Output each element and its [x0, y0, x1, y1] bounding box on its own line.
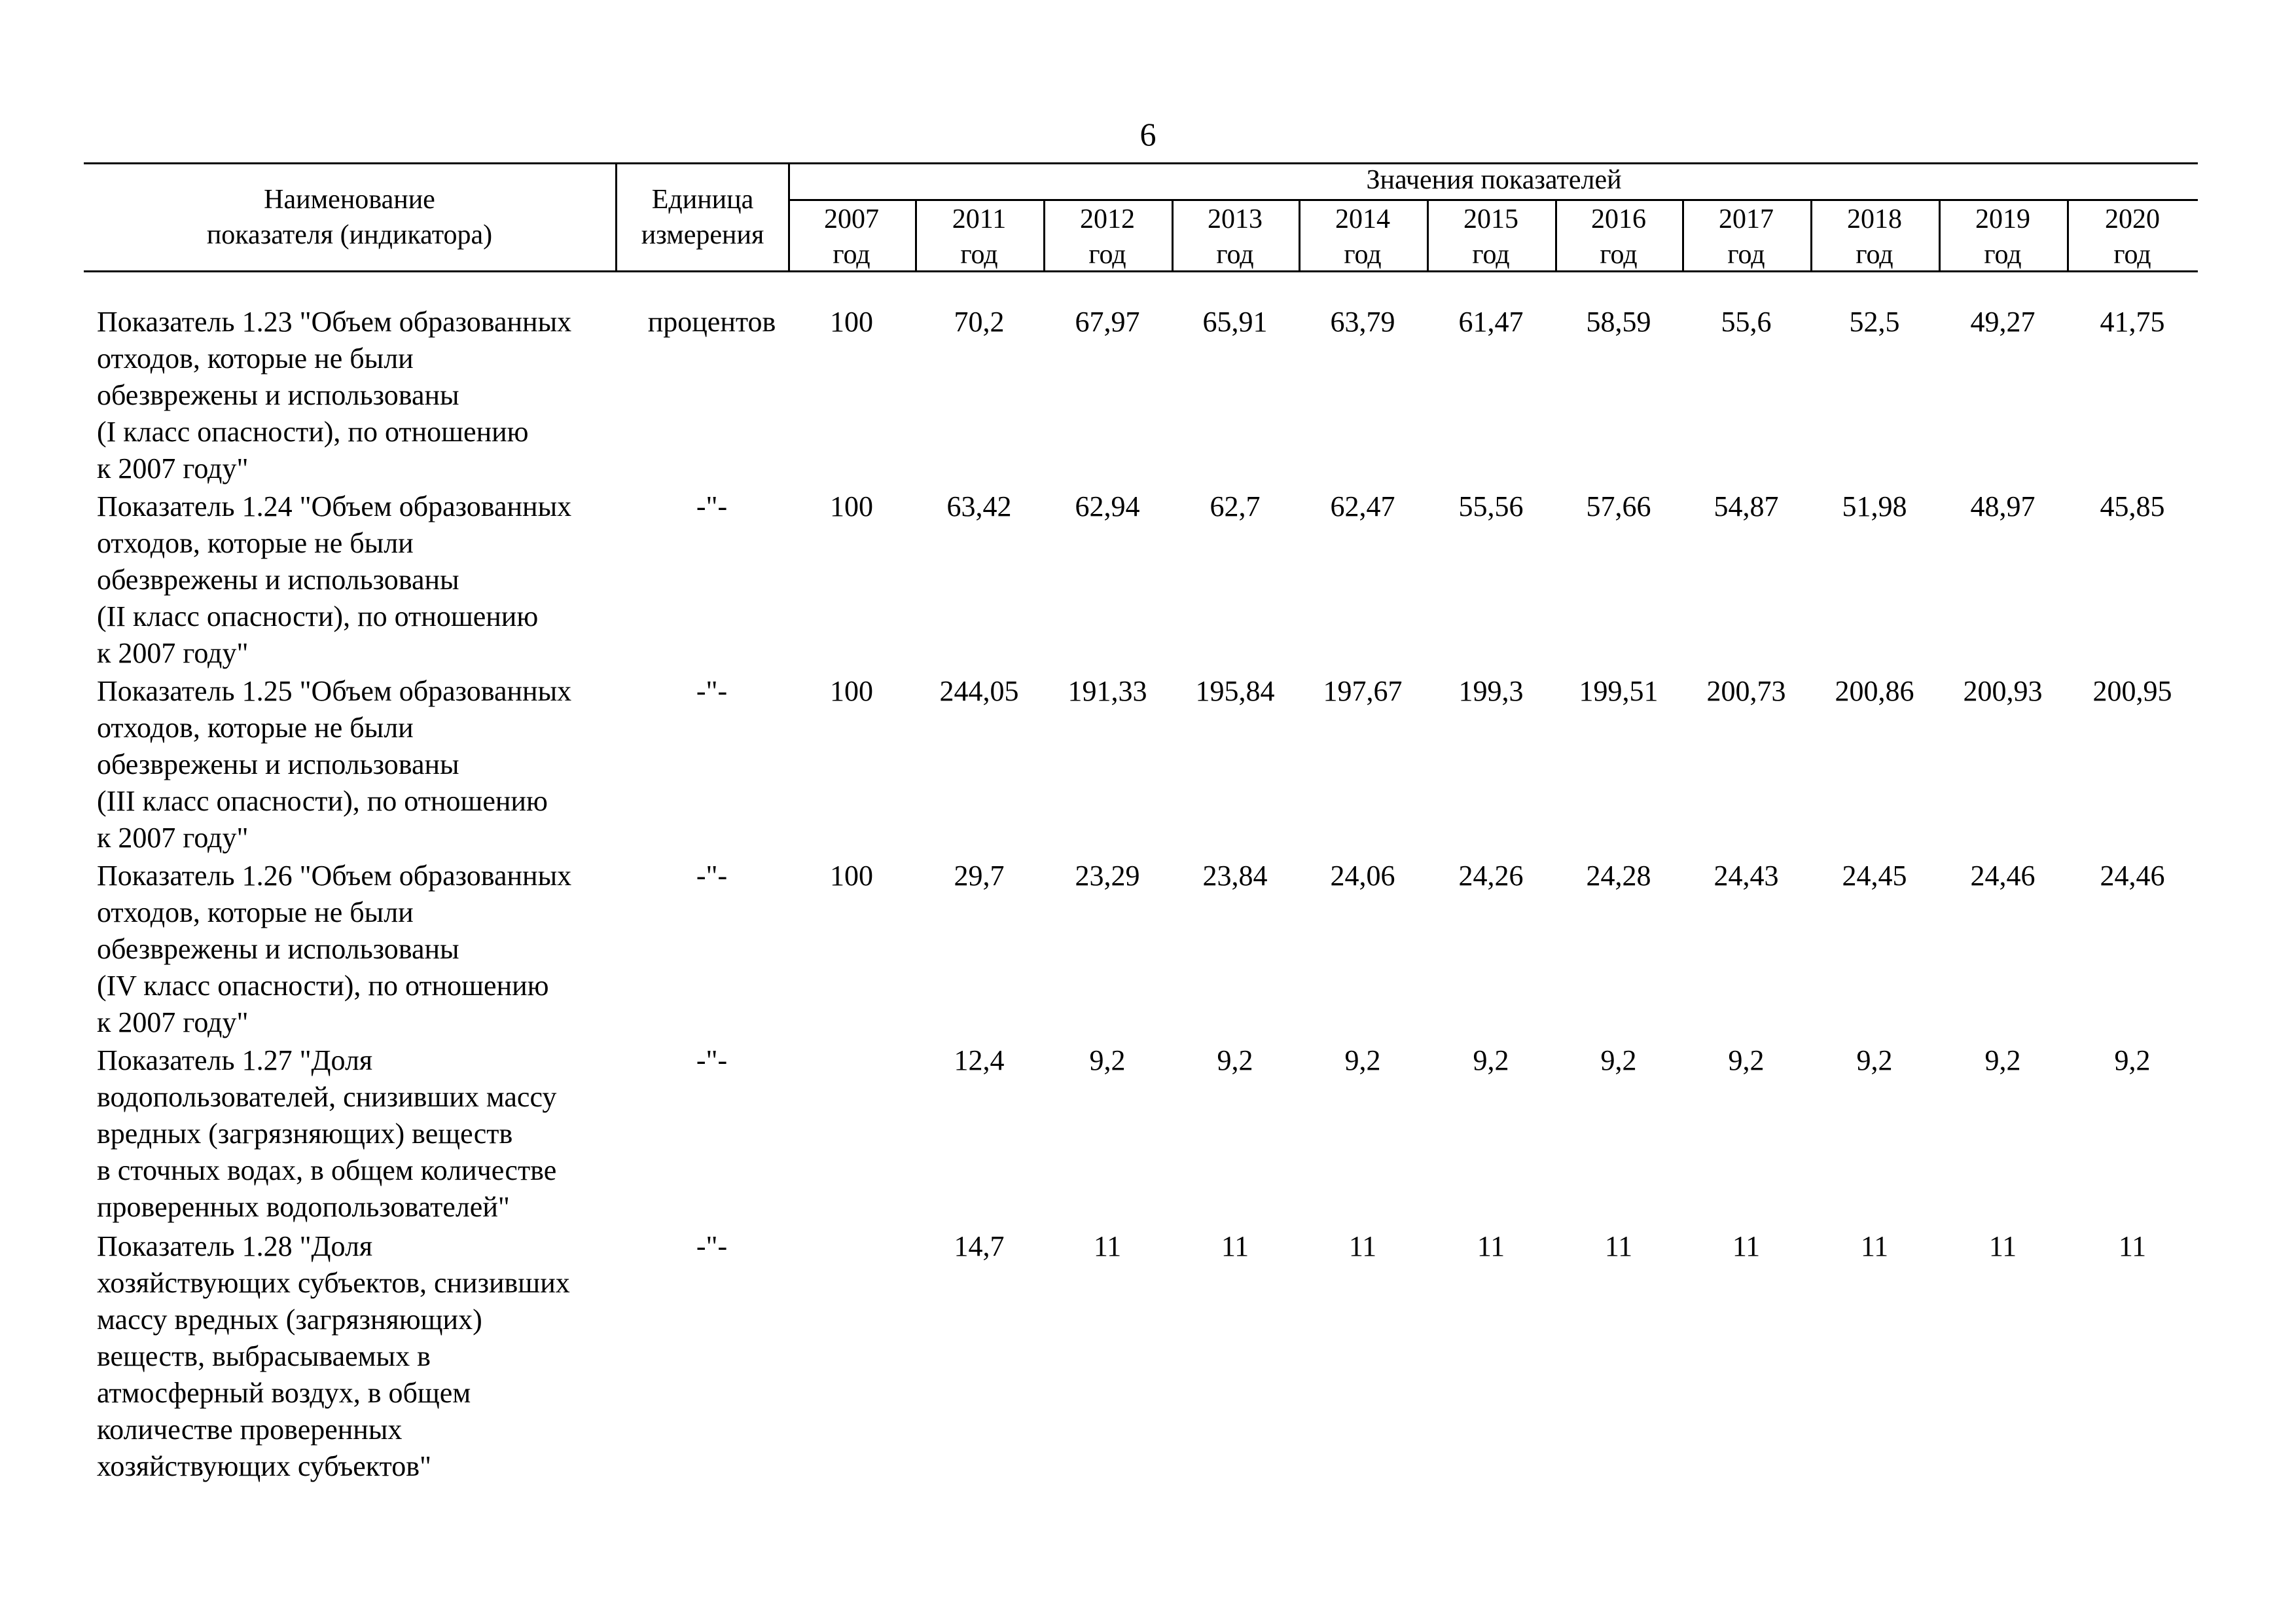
indicator-value-2015: 11	[1477, 1230, 1505, 1262]
indicator-value-2017: 200,73	[1706, 675, 1786, 707]
header-year-label: 2017	[1719, 204, 1774, 234]
indicator-value-2016: 57,66	[1586, 490, 1651, 522]
indicator-unit: -"-	[696, 1044, 728, 1076]
header-values-rule	[788, 199, 2198, 201]
page-number: 6	[1139, 116, 1157, 153]
indicator-value-2013: 65,91	[1202, 306, 1268, 338]
indicator-unit: -"-	[696, 1230, 728, 1262]
indicator-value-2007: 100	[830, 860, 873, 892]
header-year-label: 2015	[1463, 204, 1518, 234]
indicator-value-2012: 67,97	[1075, 306, 1140, 338]
header-year-2018	[1810, 202, 1939, 272]
indicator-name: Показатель 1.25 "Объем образованных отходов, которые не были обезврежены и использованы (III класс опасности), по отношению к 2007 году"	[97, 675, 572, 854]
header-year-label: 2012	[1080, 204, 1135, 234]
indicator-name: Показатель 1.27 "Доля водопользователей, снизивших массу вредных (загрязняющих) веществ в сточных водах, в общем количестве проверенных водопользователей"	[97, 1044, 557, 1223]
indicator-value-2007: 100	[830, 306, 873, 338]
indicator-value-2012: 11	[1093, 1230, 1122, 1262]
header-year-2013	[1172, 202, 1299, 272]
indicator-value-2015: 61,47	[1458, 306, 1524, 338]
header-year-label: 2013	[1208, 204, 1263, 234]
header-year-suffix: год	[1984, 240, 2022, 270]
indicator-value-2013: 9,2	[1217, 1044, 1253, 1076]
indicator-value-2019: 11	[1988, 1230, 2017, 1262]
indicator-value-2020: 45,85	[2100, 490, 2165, 522]
header-year-2017	[1682, 202, 1810, 272]
indicator-value-2011: 29,7	[954, 860, 1005, 892]
indicator-name: Показатель 1.23 "Объем образованных отходов, которые не были обезврежены и использованы (I класс опасности), по отношению к 2007 году"	[97, 306, 572, 484]
header-year-suffix: год	[1216, 240, 1254, 270]
indicator-value-2020: 200,95	[2092, 675, 2172, 707]
indicator-value-2016: 24,28	[1586, 860, 1651, 892]
header-year-suffix: год	[1344, 240, 1382, 270]
header-year-2011	[915, 202, 1043, 272]
header-year-suffix: год	[1088, 240, 1126, 270]
indicator-value-2016: 199,51	[1579, 675, 1659, 707]
indicator-value-2013: 62,7	[1210, 490, 1261, 522]
indicator-value-2011: 70,2	[954, 306, 1005, 338]
indicator-value-2014: 197,67	[1323, 675, 1403, 707]
indicator-value-2017: 24,43	[1713, 860, 1779, 892]
indicator-value-2011: 63,42	[946, 490, 1012, 522]
table-header	[84, 162, 2198, 272]
indicator-value-2015: 55,56	[1458, 490, 1524, 522]
indicator-value-2013: 23,84	[1202, 860, 1268, 892]
indicator-value-2014: 24,06	[1330, 860, 1395, 892]
header-year-2007	[788, 202, 915, 272]
indicator-value-2015: 24,26	[1458, 860, 1524, 892]
indicator-value-2018: 200,86	[1835, 675, 1914, 707]
header-year-2019	[1939, 202, 2067, 272]
indicator-value-2013: 11	[1221, 1230, 1249, 1262]
header-values-title: Значения показателей	[1366, 165, 1622, 195]
header-year-label: 2011	[952, 204, 1007, 234]
indicator-value-2019: 49,27	[1970, 306, 2036, 338]
indicator-value-2016: 58,59	[1586, 306, 1651, 338]
indicator-unit: -"-	[696, 490, 728, 522]
indicator-value-2020: 24,46	[2100, 860, 2165, 892]
header-year-2016	[1555, 202, 1682, 272]
indicator-value-2014: 9,2	[1344, 1044, 1381, 1076]
header-year-2020	[2067, 202, 2198, 272]
header-year-suffix: год	[1472, 240, 1510, 270]
indicator-value-2011: 244,05	[939, 675, 1019, 707]
indicator-value-2011: 12,4	[954, 1044, 1005, 1076]
header-year-label: 2018	[1847, 204, 1902, 234]
indicator-value-2012: 62,94	[1075, 490, 1140, 522]
indicator-value-2014: 63,79	[1330, 306, 1395, 338]
indicator-value-2016: 11	[1604, 1230, 1633, 1262]
indicator-value-2019: 9,2	[1984, 1044, 2021, 1076]
header-year-suffix: год	[833, 240, 870, 270]
indicator-unit: -"-	[696, 860, 728, 892]
header-year-2012	[1043, 202, 1172, 272]
indicator-value-2015: 9,2	[1473, 1044, 1509, 1076]
header-year-2015	[1427, 202, 1555, 272]
header-year-suffix: год	[960, 240, 998, 270]
indicator-value-2020: 11	[2118, 1230, 2147, 1262]
indicator-value-2020: 41,75	[2100, 306, 2165, 338]
indicator-unit: -"-	[696, 675, 728, 707]
indicator-value-2017: 9,2	[1728, 1044, 1765, 1076]
indicator-value-2016: 9,2	[1600, 1044, 1637, 1076]
header-year-suffix: год	[2113, 240, 2151, 270]
indicator-value-2020: 9,2	[2114, 1044, 2151, 1076]
header-year-label: 2007	[824, 204, 879, 234]
indicator-name: Показатель 1.28 "Доля хозяйствующих субъектов, снизивших массу вредных (загрязняющих) веществ, выбрасываемых в атмосферный воздух, в общем количестве проверенных хозяйствующих субъектов"	[97, 1230, 570, 1482]
indicator-value-2017: 55,6	[1721, 306, 1772, 338]
indicator-value-2013: 195,84	[1195, 675, 1275, 707]
indicator-value-2019: 48,97	[1970, 490, 2036, 522]
indicator-value-2017: 54,87	[1713, 490, 1779, 522]
indicator-value-2019: 24,46	[1970, 860, 2036, 892]
header-year-label: 2020	[2105, 204, 2160, 234]
indicator-value-2012: 9,2	[1089, 1044, 1126, 1076]
indicator-value-2018: 52,5	[1849, 306, 1900, 338]
indicator-value-2011: 14,7	[954, 1230, 1005, 1262]
indicator-value-2014: 11	[1348, 1230, 1377, 1262]
indicator-name: Показатель 1.24 "Объем образованных отходов, которые не были обезврежены и использованы (II класс опасности), по отношению к 2007 году"	[97, 490, 572, 669]
indicator-value-2018: 11	[1860, 1230, 1889, 1262]
header-year-label: 2019	[1975, 204, 2030, 234]
header-name-column: Наименование показателя (индикатора)	[206, 185, 493, 250]
indicator-value-2007: 100	[830, 490, 873, 522]
indicator-value-2018: 51,98	[1842, 490, 1907, 522]
header-unit-column: Единица измерения	[641, 185, 764, 250]
header-year-suffix: год	[1856, 240, 1893, 270]
header-year-2014	[1299, 202, 1427, 272]
indicator-value-2012: 191,33	[1067, 675, 1147, 707]
indicator-value-2018: 24,45	[1842, 860, 1907, 892]
header-year-label: 2016	[1591, 204, 1646, 234]
indicator-name: Показатель 1.26 "Объем образованных отходов, которые не были обезврежены и использованы (IV класс опасности), по отношению к 2007 году"	[97, 860, 572, 1038]
indicator-value-2017: 11	[1732, 1230, 1761, 1262]
indicator-value-2015: 199,3	[1458, 675, 1524, 707]
indicator-value-2018: 9,2	[1856, 1044, 1893, 1076]
indicator-unit: процентов	[647, 306, 776, 338]
indicator-value-2007: 100	[830, 675, 873, 707]
header-year-suffix: год	[1727, 240, 1765, 270]
indicator-value-2019: 200,93	[1963, 675, 2043, 707]
indicator-value-2014: 62,47	[1330, 490, 1395, 522]
indicator-value-2012: 23,29	[1075, 860, 1140, 892]
header-year-suffix: год	[1600, 240, 1638, 270]
header-year-label: 2014	[1335, 204, 1390, 234]
